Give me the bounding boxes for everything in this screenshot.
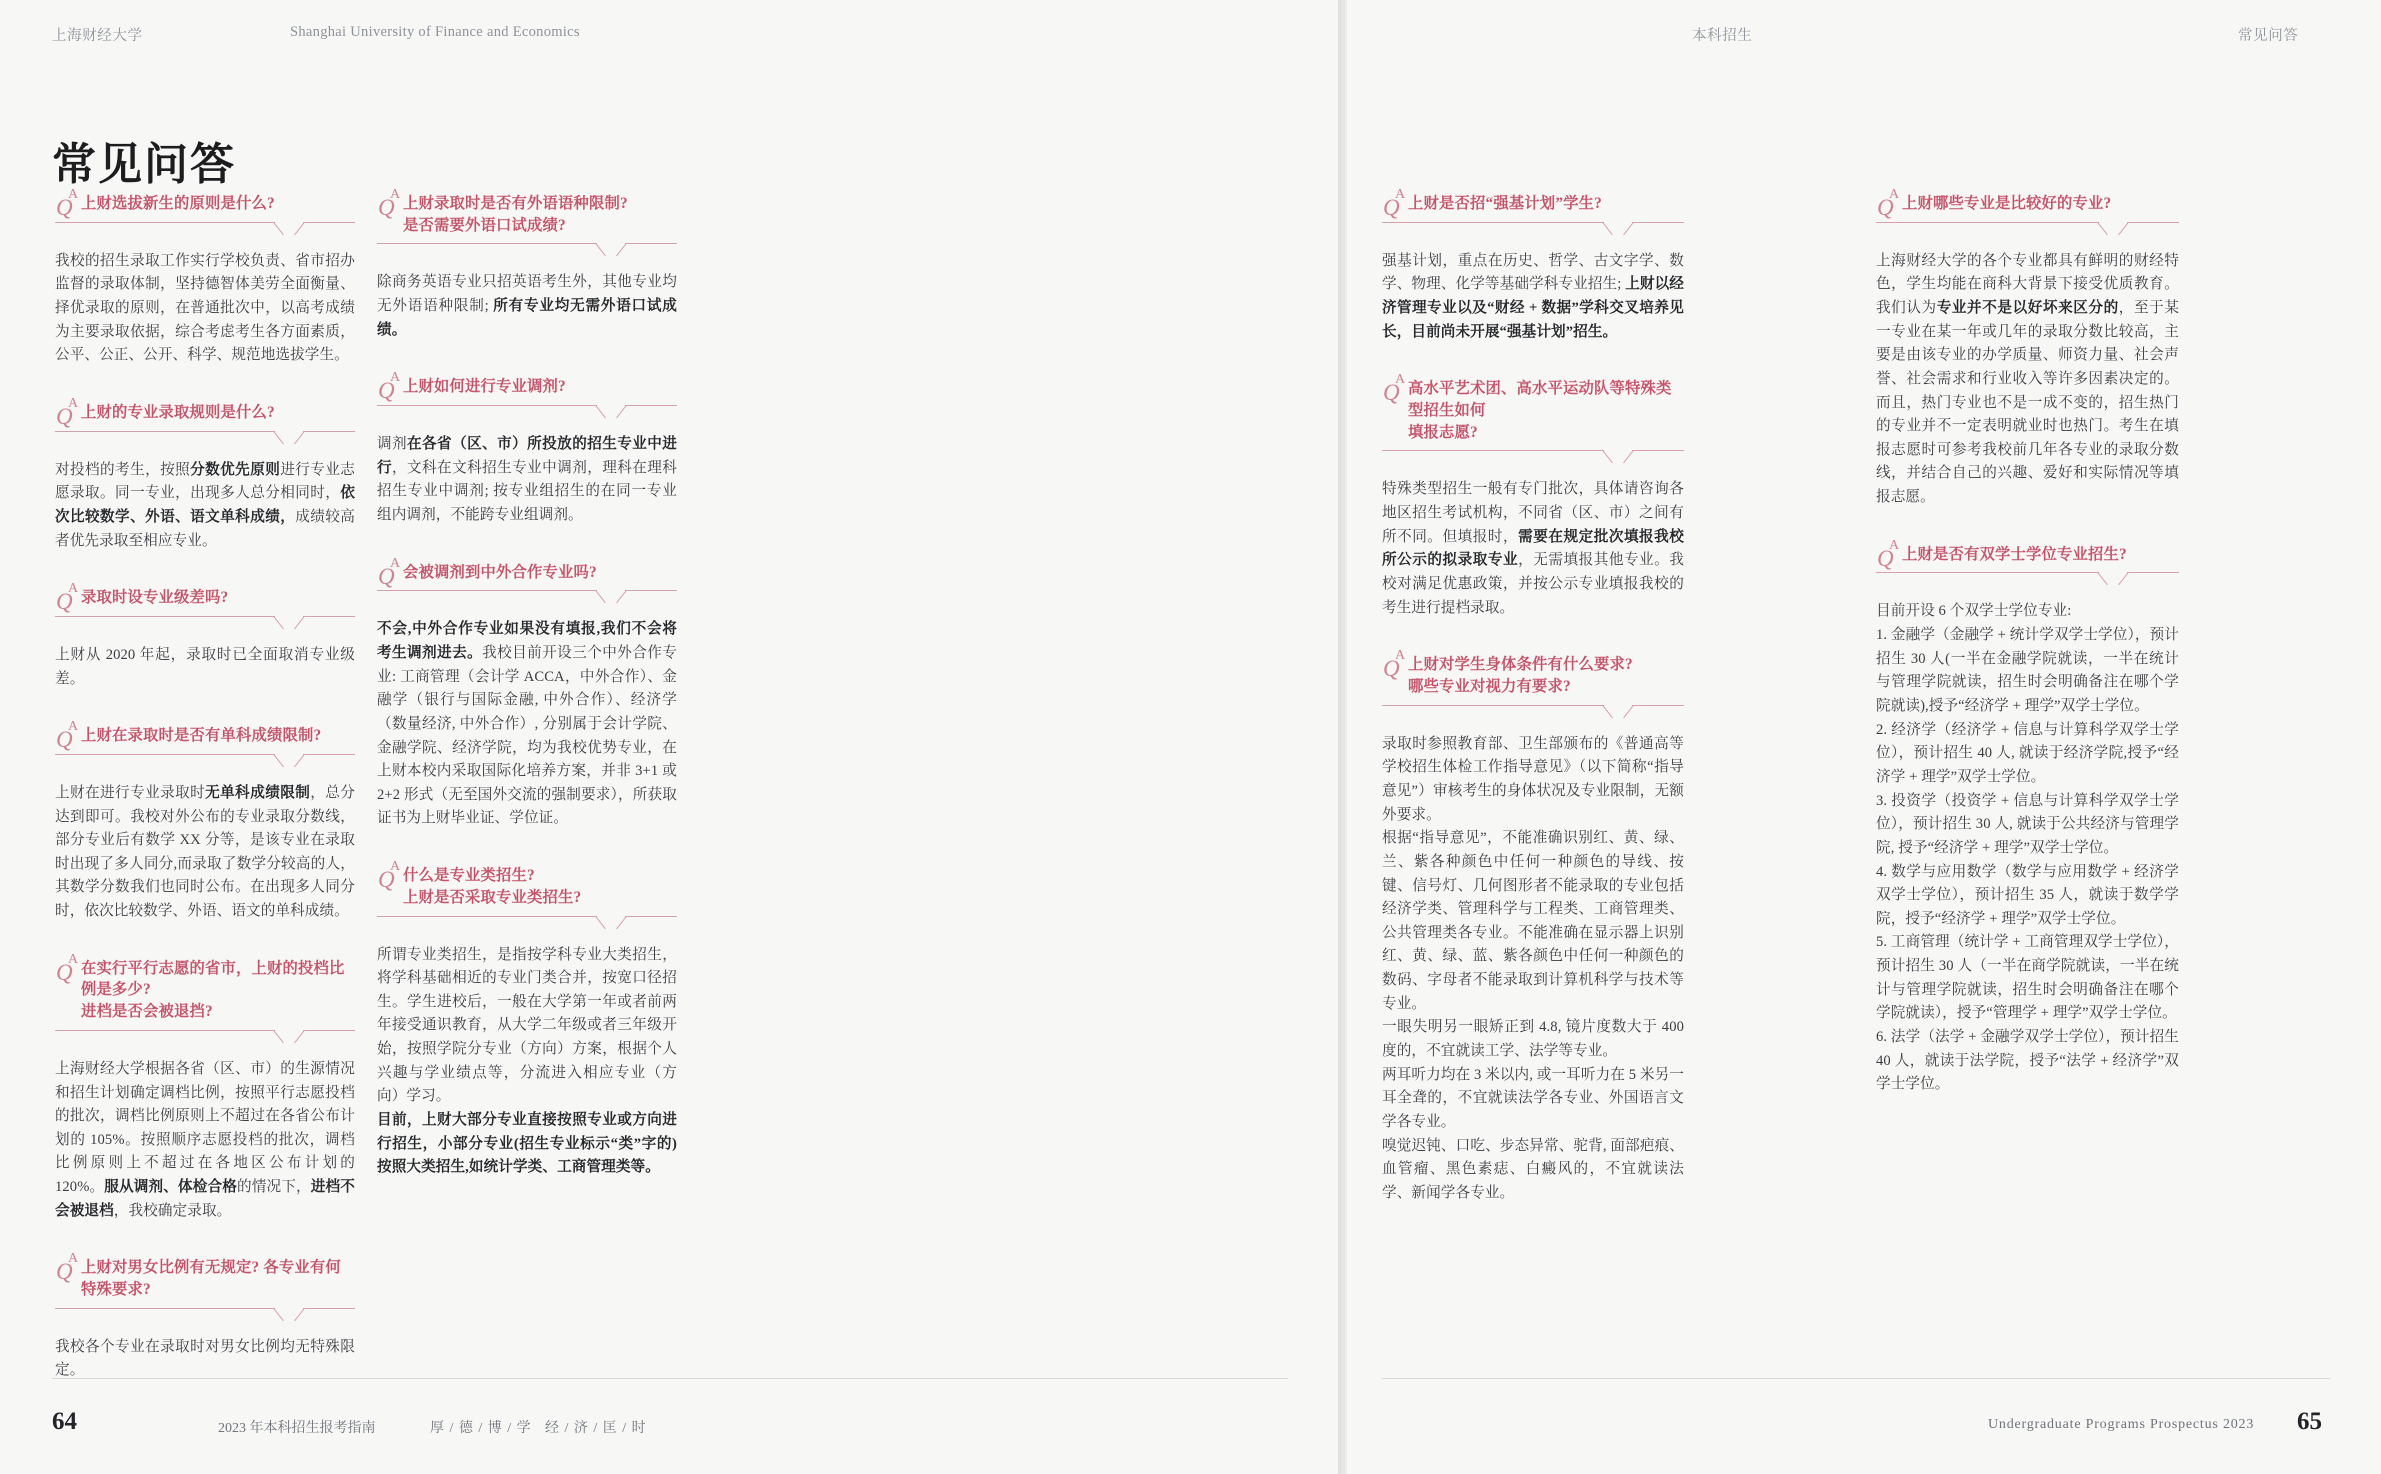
faq-answer-paragraph: 一眼失明另一眼矫正到 4.8, 镜片度数大于 400 度的，不宜就读工学、法学等专业。 — [1382, 1019, 1684, 1060]
faq-divider — [377, 916, 677, 930]
emphasis-text: 目前，上财大部分专业直接按照专业或方向进行招生，小部分专业(招生专业标示“类”字的)按照大类招生,如统计学类、工商管理类等。 — [377, 1112, 677, 1176]
a-glyph: A — [68, 581, 79, 597]
a-glyph: A — [390, 370, 401, 386]
faq-item — [1876, 537, 2179, 1097]
faq-question-text: 上财对男女比例有无规定? 各专业有何特殊要求? — [81, 1259, 341, 1299]
question-answer-icon — [55, 951, 81, 985]
faq-answer-paragraph: 上财在进行专业录取时无单科成绩限制，总分达到即可。我校对外公布的专业录取分数线，部分专业后有数学 XX 分等，是该专业在录取时出现了多人同分,而录取了数学分较高的人，其数学分数我们也同时公布。在出现多人同分时，依次比较数学、外语、语文的单科成绩。 — [55, 784, 355, 920]
faq-divider — [377, 405, 677, 419]
a-glyph: A — [68, 951, 79, 967]
faq-item — [55, 187, 355, 368]
faq-answer-paragraph: 我校的招生录取工作实行学校负责、省市招办监督的录取体制，坚持德智体美劳全面衡量、择优录取的原则，在普通批次中，以高考成绩为主要录取依据，综合考虑考生各方面素质，公平、公正、公开、科学、规范地选拔学生。 — [55, 252, 355, 364]
emphasis-text: 无单科成绩限制 — [205, 784, 311, 801]
faq-divider — [1876, 572, 2179, 586]
faq-question-text: 上财是否招“强基计划”学生? — [1408, 195, 1603, 212]
divider-line — [1876, 222, 2179, 223]
faq-question[interactable] — [377, 187, 677, 236]
running-head-university-cn: 上海财经大学 — [52, 28, 143, 44]
question-answer-icon — [1382, 648, 1408, 682]
faq-column-3 — [1382, 187, 1684, 1240]
q-glyph: Q — [1383, 380, 1400, 406]
faq-answer-paragraph: 上财从 2020 年起，录取时已全面取消专业级差。 — [55, 646, 355, 687]
divider-line — [1876, 572, 2179, 573]
question-answer-icon — [1876, 537, 1902, 571]
faq-answer-paragraph: 我校各个专业在录取时对男女比例均无特殊限定。 — [55, 1338, 355, 1379]
question-answer-icon — [377, 370, 403, 404]
q-glyph: Q — [378, 195, 395, 220]
q-glyph: Q — [1877, 545, 1894, 571]
page-number-right: 65 — [2297, 1408, 2322, 1435]
page-title: 常见问答 — [52, 140, 236, 189]
divider-line — [1382, 450, 1684, 451]
a-glyph: A — [1395, 648, 1406, 664]
faq-answer-paragraph: 嗅觉迟钝、口吃、步态异常、驼背, 面部疤痕、血管瘤、黑色素痣、白癜风的，不宜就读法学、新闻学各专业。 — [1382, 1137, 1684, 1201]
divider-notch-icon — [275, 222, 303, 235]
q-glyph: Q — [378, 867, 395, 893]
faq-question[interactable] — [377, 370, 677, 404]
faq-answer — [55, 1058, 355, 1223]
faq-question-text: 在实行平行志愿的省市，上财的投档比例是多少? 进档是否会被退挡? — [81, 958, 355, 1023]
a-glyph: A — [68, 719, 79, 735]
faq-answer-paragraph — [377, 1109, 677, 1180]
faq-answer-paragraph: 目前开设 6 个双学士学位专业: — [1876, 603, 2072, 620]
faq-question[interactable] — [1876, 187, 2179, 220]
faq-answer — [55, 782, 355, 924]
faq-answer — [377, 944, 677, 1180]
faq-question-text: 上财录取时是否有外语语种限制? 是否需要外语口试成绩? — [403, 193, 628, 236]
faq-question-text: 录取时设专业级差吗? — [81, 589, 229, 607]
faq-answer-paragraph: 2. 经济学（经济学 + 信息与计算科学双学士学位），预计招生 40 人, 就读于经济学院,授予“经济学 + 理学”双学士学位。 — [1876, 721, 2179, 785]
running-head-section-faq: 常见问答 — [2238, 28, 2299, 44]
q-glyph: Q — [56, 727, 73, 753]
faq-answer — [377, 433, 677, 528]
faq-question-text-line2: 填报志愿? — [1408, 423, 1478, 441]
footer-motto-second: 经 / 济 / 匡 / 时 — [545, 1421, 647, 1436]
q-glyph: Q — [378, 378, 395, 404]
emphasis-text: 在各省（区、市）所投放的招生专业中进行 — [377, 436, 677, 476]
question-answer-icon — [55, 395, 81, 429]
faq-question[interactable] — [1382, 372, 1684, 443]
faq-divider — [1382, 705, 1684, 719]
emphasis-text: 分数优先原则 — [190, 461, 281, 478]
page-number-left: 64 — [52, 1408, 77, 1435]
faq-answer — [377, 271, 677, 342]
emphasis-text: 依次比较数学、外语、语文单科成绩， — [55, 485, 355, 525]
faq-question-text: 上财如何进行专业调剂? — [403, 378, 566, 396]
divider-line — [55, 754, 355, 755]
faq-question-text: 上财的专业录取规则是什么? — [81, 403, 275, 421]
faq-question-text: 上财对学生身体条件有什么要求? 哪些专业对视力有要求? — [1408, 654, 1633, 697]
question-answer-icon — [55, 1251, 81, 1285]
divider-notch-icon — [275, 1030, 303, 1043]
faq-answer — [55, 1336, 355, 1383]
faq-question[interactable] — [1876, 537, 2179, 571]
divider-notch-icon — [597, 916, 625, 929]
divider-line — [1382, 705, 1684, 706]
divider-notch-icon — [275, 754, 303, 767]
divider-notch-icon — [275, 616, 303, 629]
divider-notch-icon — [2099, 572, 2127, 585]
emphasis-text: 进档不会被退档 — [55, 1179, 355, 1219]
faq-answer-paragraph: 两耳听力均在 3 米以内, 或一耳听力在 5 米另一耳全聋的，不宜就读法学各专业、外国语言文学各专业。 — [1382, 1066, 1684, 1130]
question-answer-icon — [1876, 187, 1902, 220]
divider-notch-icon — [1604, 705, 1632, 718]
faq-item — [377, 859, 677, 1180]
emphasis-text: 上财以经济管理专业以及“财经 + 数据”学科交叉培养见长，目前尚未开展“强基计划”招生。 — [1382, 276, 1684, 340]
footer-rule-left — [52, 1378, 1288, 1379]
faq-answer-paragraph: 对投档的考生，按照分数优先原则进行专业志愿录取。同一专业，出现多人总分相同时，依次比较数学、外语、语文单科成绩，成绩较高者优先录取至相应专业。 — [55, 461, 355, 549]
emphasis-text: 所有专业均无需外语口试成绩。 — [377, 298, 678, 338]
footer-guide-label: 2023 年本科招生报考指南 — [218, 1421, 376, 1436]
divider-line — [55, 431, 355, 432]
faq-answer-paragraph: 6. 法学（法学 + 金融学双学士学位），预计招生 40 人，就读于法学院，授予“法学 + 经济学”双学士学位。 — [1876, 1029, 2179, 1093]
a-glyph: A — [68, 1251, 79, 1267]
faq-answer-paragraph: 4. 数学与应用数学（数学与应用数学 + 经济学双学士学位），预计招生 35 人，就读于数学学院，授予“经济学 + 理学”双学士学位。 — [1876, 863, 2179, 927]
faq-item — [55, 951, 355, 1224]
faq-question-text-line2: 哪些专业对视力有要求? — [1408, 678, 1571, 695]
divider-line — [377, 243, 677, 244]
faq-question-text-line2: 是否需要外语口试成绩? — [403, 216, 566, 234]
faq-divider — [55, 431, 355, 445]
a-glyph: A — [390, 859, 401, 875]
faq-item — [1876, 187, 2180, 510]
footer-prospectus-en: Undergraduate Programs Prospectus 2023 — [1988, 1417, 2255, 1432]
q-glyph: Q — [56, 403, 73, 429]
divider-notch-icon — [275, 1308, 303, 1321]
faq-item — [1382, 648, 1684, 1205]
a-glyph: A — [68, 395, 79, 411]
question-answer-icon — [1382, 372, 1408, 406]
faq-answer-paragraph: 除商务英语专业只招英语考生外，其他专业均无外语语种限制; 所有专业均无需外语口试成绩。 — [377, 274, 678, 338]
faq-question[interactable] — [55, 719, 355, 753]
q-glyph: Q — [1383, 195, 1400, 220]
faq-question[interactable] — [1382, 648, 1684, 697]
page-gutter — [1338, 0, 1347, 1474]
faq-question[interactable] — [55, 581, 355, 615]
faq-answer-paragraph: 调剂在各省（区、市）所投放的招生专业中进行，文科在文科招生专业中调剂，理科在理科招生专业中调剂; 按专业组招生的在同一专业组内调剂，不能跨专业组调剂。 — [377, 436, 677, 523]
divider-notch-icon — [597, 405, 625, 418]
faq-column-4 — [1876, 187, 2180, 1131]
faq-item — [55, 719, 355, 924]
divider-line — [377, 916, 677, 917]
question-answer-icon — [377, 187, 403, 220]
divider-notch-icon — [275, 431, 303, 444]
faq-divider — [377, 590, 677, 604]
footer-rule-right — [1382, 1378, 2330, 1379]
q-glyph: Q — [1877, 195, 1894, 220]
q-glyph: Q — [56, 1259, 73, 1285]
faq-item — [55, 395, 355, 553]
divider-line — [1382, 222, 1684, 223]
question-answer-icon — [377, 555, 403, 589]
question-answer-icon — [55, 187, 81, 220]
faq-question-text-line2: 进档是否会被退挡? — [81, 1003, 213, 1021]
a-glyph: A — [68, 187, 79, 202]
faq-divider — [1876, 222, 2179, 236]
divider-notch-icon — [597, 590, 625, 603]
faq-divider — [1382, 222, 1684, 236]
faq-question[interactable] — [377, 555, 677, 589]
faq-question[interactable] — [55, 1251, 355, 1300]
emphasis-text: 不会,中外合作专业如果没有填报,我们不会将考生调剂进去。 — [377, 621, 677, 661]
divider-line — [55, 1308, 355, 1309]
faq-question-text: 上财在录取时是否有单科成绩限制? — [81, 727, 322, 745]
q-glyph: Q — [56, 959, 73, 985]
faq-question-text-line2: 上财是否采取专业类招生? — [403, 888, 582, 906]
q-glyph: Q — [378, 563, 395, 589]
faq-answer — [55, 644, 355, 691]
a-glyph: A — [1395, 372, 1406, 388]
question-answer-icon — [377, 859, 403, 893]
faq-question-text: 高水平艺术团、高水平运动队等特殊类型招生如何 填报志愿? — [1408, 378, 1684, 443]
faq-answer — [55, 250, 355, 368]
faq-answer-paragraph: 所谓专业类招生，是指按学科专业大类招生，将学科基础相近的专业门类合并，按宽口径招生。学生进校后，一般在大学第一年或者前两年接受通识教育，从大学二年级或者三年级开始，按照学院分专业（方向）方案，根据个人兴趣与学业绩点等，分流进入相应专业（方向）学习。 — [377, 946, 677, 1105]
faq-divider — [55, 754, 355, 768]
divider-line — [377, 405, 677, 406]
faq-column-1 — [55, 187, 355, 1417]
faq-answer-paragraph: 强基计划，重点在历史、哲学、古文字学、数学、物理、化学等基础学科专业招生; 上财以经济管理专业以及“财经 + 数据”学科交叉培养见长，目前尚未开展“强基计划”招生。 — [1382, 252, 1684, 340]
faq-answer-paragraph: 1. 金融学（金融学 + 统计学双学士学位），预计招生 30 人(一半在金融学院就读，一半在统计与管理学院就读，招生时会明确备注在哪个学院就读),授予“经济学 + 理学”双学士学位。 — [1876, 627, 2179, 715]
faq-answer-paragraph: 特殊类型招生一般有专门批次，具体请咨询各地区招生考试机构，不同省（区、市）之间有所不同。但填报时，需要在规定批次填报我校所公示的拟录取专业，无需填报其他专业。我校对满足优惠政策，并按公示专业填报我校的考生进行提档录取。 — [1382, 481, 1684, 616]
faq-item — [55, 1251, 355, 1383]
faq-question[interactable] — [377, 859, 677, 908]
a-glyph: A — [1889, 537, 1900, 553]
a-glyph: A — [390, 187, 401, 202]
faq-answer — [377, 618, 677, 831]
a-glyph: A — [1395, 187, 1406, 202]
divider-notch-icon — [597, 243, 625, 256]
faq-question[interactable] — [55, 951, 355, 1023]
divider-notch-icon — [1604, 222, 1632, 235]
faq-divider — [55, 1308, 355, 1322]
divider-line — [55, 616, 355, 617]
faq-answer — [1382, 478, 1684, 620]
faq-answer-paragraph: 上海财经大学的各个专业都具有鲜明的财经特色，学生均能在商科大背景下接受优质教育。我们认为专业并不是以好坏来区分的，至于某一专业在某一年或几年的录取分数比较高，主要是由该专业的办学质量、师资力量、社会声誉、社会需求和行业收入等许多因素决定的。而且，热门专业也不是一成不变的，招生热门的专业并不一定表明就业时也热门。考生在填报志愿时可参考我校前几年各专业的录取分数线，并结合自己的兴趣、爱好和实际情况等填报志愿。 — [1876, 252, 2180, 506]
faq-question-text: 上财是否有双学士学位专业招生? — [1902, 545, 2127, 563]
faq-answer — [1382, 733, 1684, 1206]
q-glyph: Q — [1383, 656, 1400, 682]
faq-divider — [377, 243, 677, 257]
faq-answer-paragraph: 录取时参照教育部、卫生部颁布的《普通高等学校招生体检工作指导意见》（以下简称“指导意见”）审核考生的身体状况及专业限制，无额外要求。 — [1382, 735, 1684, 823]
divider-line — [377, 590, 677, 591]
question-answer-icon — [55, 581, 81, 615]
faq-answer-paragraph: 根据“指导意见”，不能准确识别红、黄、绿、兰、紫各种颜色中任何一种颜色的导线、按键、信号灯、几何图形者不能录取的专业包括经济学类、管理科学与工程类、工商管理类、公共管理类各专业。不能准确在显示器上识别红、黄、绿、蓝、紫各颜色中任何一种颜色的数码、字母者不能录取到计算机科学与技术等专业。 — [1382, 830, 1684, 1012]
divider-line — [55, 222, 355, 223]
faq-answer — [1876, 600, 2179, 1096]
faq-divider — [1382, 450, 1684, 464]
faq-item — [377, 187, 678, 342]
emphasis-text: 服从调剂、体检合格 — [104, 1179, 238, 1196]
emphasis-text: 需要在规定批次填报我校所公示的拟录取专业 — [1382, 528, 1684, 569]
faq-divider — [55, 1030, 355, 1044]
faq-item — [377, 370, 677, 527]
running-head-section-cn: 本科招生 — [1692, 28, 1753, 44]
a-glyph: A — [390, 555, 401, 571]
faq-answer-paragraph: 不会,中外合作专业如果没有填报,我们不会将考生调剂进去。我校目前开设三个中外合作专业: 工商管理（会计学 ACCA，中外合作）、金融学（银行与国际金融, 中外合作）、经济学（数量经济, 中外合作）, 分别属于会计学院、金融学院、经济学院，均为我校优势专业，在上财本校内采取国际化培养方案，并非 3+1 或 2+2 形式（无至国外交流的强制要求），所获取证书为上财毕业证、学位证。 — [377, 621, 677, 827]
divider-line — [55, 1030, 355, 1031]
divider-notch-icon — [2099, 222, 2127, 235]
faq-column-2 — [377, 187, 678, 1214]
faq-question-text: 什么是专业类招生? 上财是否采取专业类招生? — [403, 865, 581, 908]
faq-item — [1382, 187, 1684, 344]
faq-divider — [55, 616, 355, 630]
faq-answer-paragraph: 5. 工商管理（统计学 + 工商管理双学士学位），预计招生 30 人（一半在商学院就读，一半在统计与管理学院就读，招生时会明确备注在哪个学院就读），授予“管理学 + 理学”双学士学位。 — [1876, 934, 2179, 1022]
faq-item — [377, 555, 677, 831]
faq-question-text: 会被调剂到中外合作专业吗? — [403, 563, 597, 581]
faq-question-text: 上财哪些专业是比较好的专业? — [1902, 195, 2112, 212]
question-answer-icon — [55, 719, 81, 753]
faq-answer-paragraph: 上海财经大学根据各省（区、市）的生源情况和招生计划确定调档比例，按照平行志愿投档的批次，调档比例原则上不超过在各省公布计划的 105%。按照顺序志愿投档的批次，调档比例原则上不超过在各地区公布计划的 120%。服从调剂、体检合格的情况下，进档不会被退档，我校确定录取。 — [55, 1060, 355, 1219]
faq-item — [1382, 372, 1684, 620]
a-glyph: A — [1889, 187, 1900, 202]
footer-motto-first: 厚 / 德 / 博 / 学 — [430, 1421, 532, 1436]
q-glyph: Q — [56, 589, 73, 615]
faq-divider — [55, 222, 355, 236]
faq-answer — [1876, 250, 2179, 510]
faq-answer — [55, 459, 355, 554]
running-head-university-en: Shanghai University of Finance and Economics — [290, 24, 580, 40]
faq-item — [55, 581, 355, 691]
faq-answer-paragraph: 3. 投资学（投资学 + 信息与计算科学双学士学位），预计招生 30 人, 就读于公共经济与管理学院, 授予“经济学 + 理学”双学士学位。 — [1876, 792, 2179, 856]
faq-question[interactable] — [55, 395, 355, 429]
faq-answer — [1382, 250, 1684, 345]
q-glyph: Q — [56, 195, 73, 220]
faq-question[interactable] — [1382, 187, 1684, 220]
emphasis-text: 专业并不是以好坏来区分的 — [1936, 300, 2119, 316]
question-answer-icon — [1382, 187, 1408, 220]
faq-question[interactable] — [55, 187, 355, 220]
divider-notch-icon — [1604, 450, 1632, 463]
faq-question-text: 上财选拔新生的原则是什么? — [81, 195, 275, 212]
